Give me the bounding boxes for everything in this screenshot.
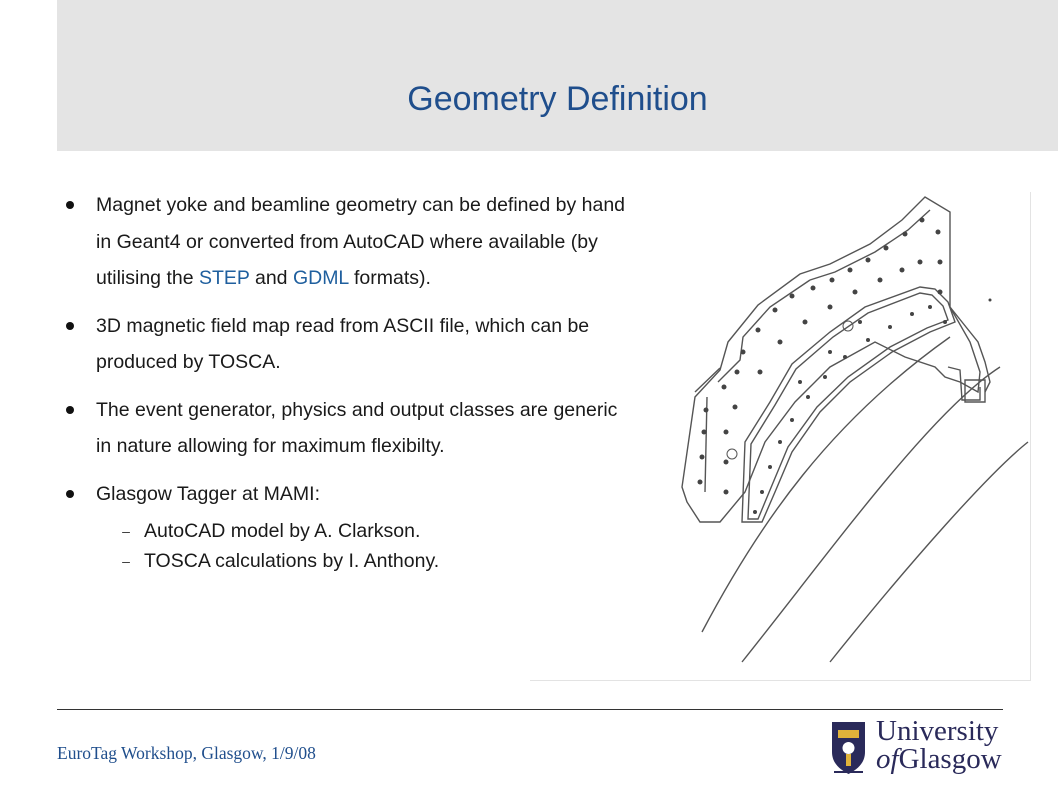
university-logo bbox=[830, 715, 1005, 780]
sub-bullet-text: AutoCAD model by A. Clarkson. bbox=[144, 520, 421, 542]
step-term: STEP bbox=[198, 267, 250, 289]
university-wordmark bbox=[876, 716, 1002, 774]
magnet-drawing bbox=[530, 192, 1031, 681]
bullet-text: Magnet yoke and beamline geometry can be defined by hand in Geant4 or converted from AutoCAD where available (by utilising the STEP and GDML formats). bbox=[96, 194, 626, 289]
gdml-term: GDML bbox=[292, 267, 349, 289]
magnet-yoke-drawing bbox=[530, 192, 1030, 680]
dash-icon: – bbox=[122, 553, 130, 569]
bullet-dot-icon bbox=[66, 490, 74, 498]
bullet-text: 3D magnetic field map read from ASCII file, which can be produced by TOSCA. bbox=[96, 314, 590, 373]
dash-icon: – bbox=[122, 523, 130, 539]
bullet-dot-icon bbox=[66, 406, 74, 414]
footer-caption: EuroTag Workshop, Glasgow, 1/9/08 bbox=[57, 743, 316, 763]
footer-divider bbox=[57, 709, 1003, 710]
logo-university-word: University bbox=[876, 715, 999, 747]
slide-title: Geometry Definition bbox=[407, 80, 708, 118]
crest-icon bbox=[830, 720, 867, 776]
bullet-dot-icon bbox=[66, 322, 74, 330]
bullet-text: The event generator, physics and output classes are generic in nature allowing for maximum flexibilty. bbox=[96, 398, 618, 457]
bullet-dot-icon bbox=[66, 201, 74, 209]
sub-bullet-text: TOSCA calculations by I. Anthony. bbox=[144, 550, 440, 572]
logo-glasgow-line: ofGlasgow bbox=[876, 743, 1002, 775]
bullet-text: Glasgow Tagger at MAMI: bbox=[96, 482, 320, 505]
